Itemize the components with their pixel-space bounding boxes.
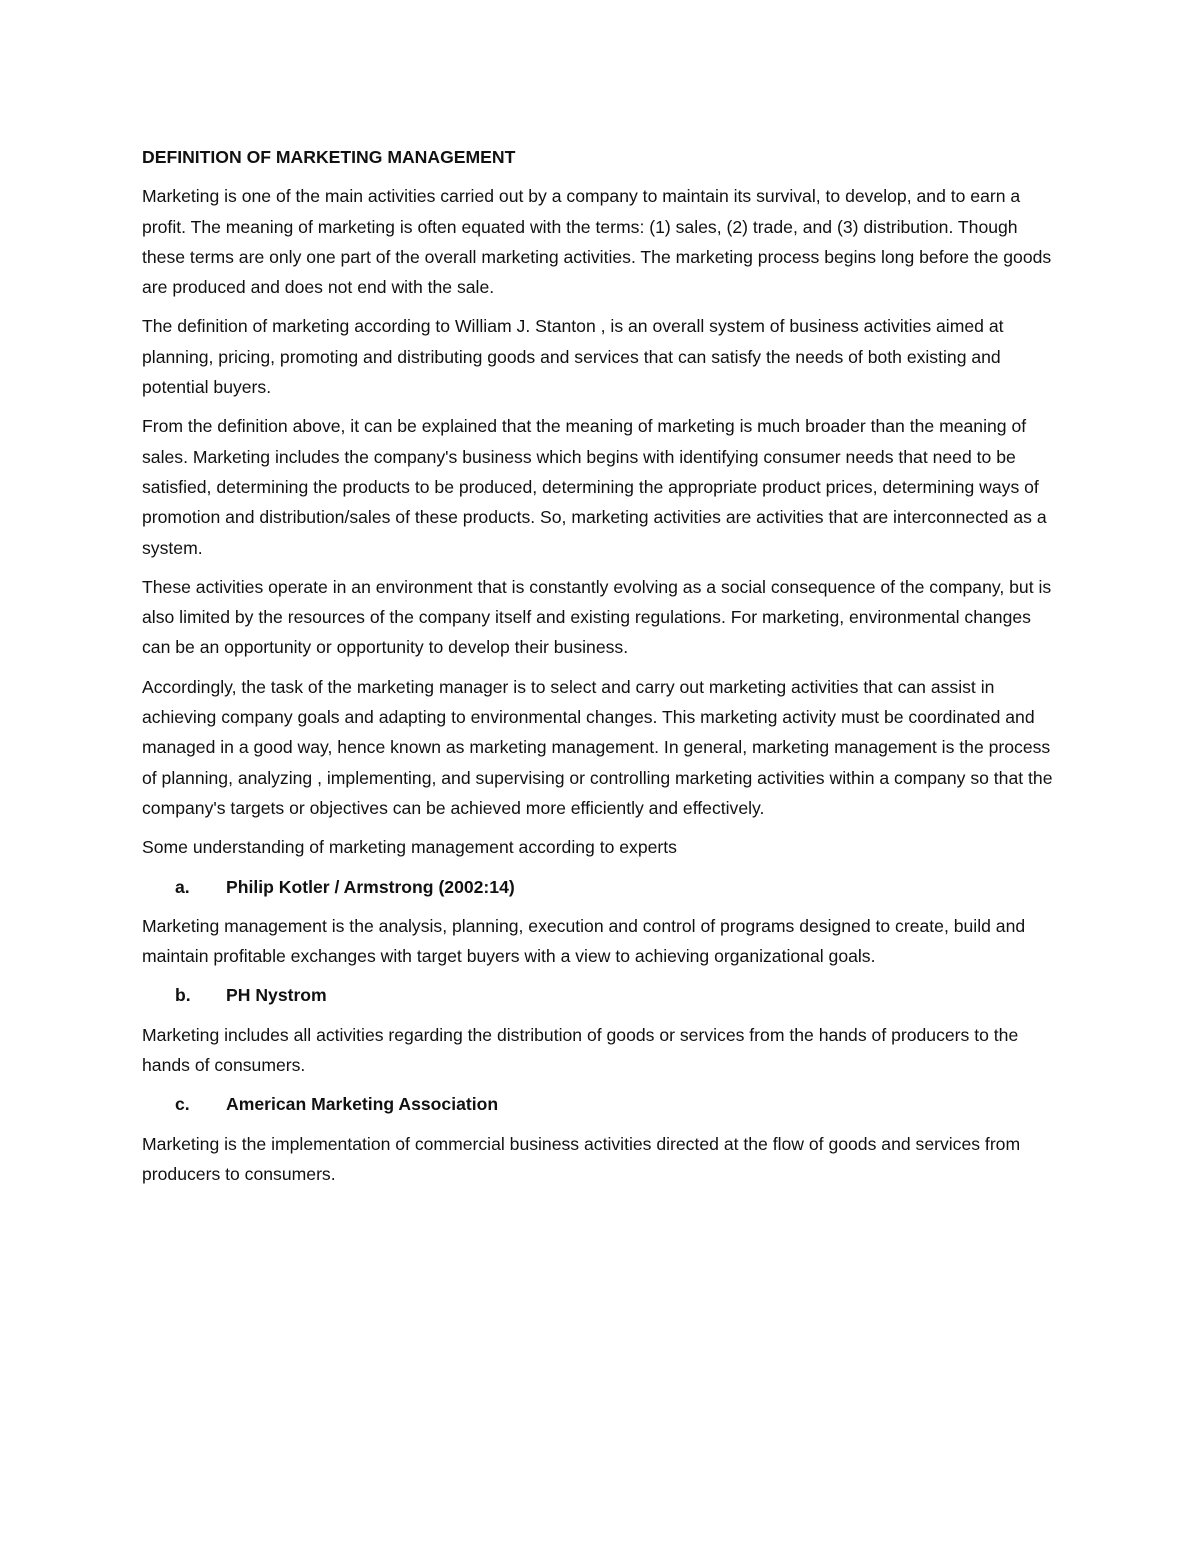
paragraph-manager-task: Accordingly, the task of the marketing manager is to select and carry out marketing activities that can assist in achieving company goals and adapting to environmental changes. This marketing activity must be coordinated and managed in a good way, hence known as marketing management. In general, marketing management is the process of planning, analyzing , implementing, and supervising or controlling marketing activities within a company so that the company's targets or objectives can be achieved more efficiently and effectively. — [142, 676, 1053, 818]
expert-name: Philip Kotler / Armstrong (2002:14) — [226, 876, 515, 897]
expert-name: American Marketing Association — [226, 1094, 499, 1115]
list-marker: c. — [175, 1094, 190, 1115]
expert-definition-ama: Marketing is the implementation of commercial business activities directed at the flow of goods and services from producers to consumers. — [142, 1133, 1021, 1184]
paragraph-experts-intro: Some understanding of marketing management according to experts — [142, 837, 677, 858]
expert-definition-kotler: Marketing management is the analysis, planning, execution and control of programs designed to create, build and maintain profitable exchanges with target buyers with a view to achieving organizational goals. — [142, 915, 1026, 967]
document-heading: DEFINITION OF MARKETING MANAGEMENT — [142, 147, 516, 167]
expert-name: PH Nystrom — [226, 985, 327, 1006]
expert-heading-ama — [142, 1089, 1062, 1119]
expert-heading-nystrom — [142, 980, 1062, 1010]
expert-definition-nystrom: Marketing includes all activities regarding the distribution of goods or services from the hands of producers to the hands of consumers. — [142, 1024, 1019, 1076]
paragraph-intro: Marketing is one of the main activities carried out by a company to maintain its survival, to develop, and to earn a profit. The meaning of marketing is often equated with the terms: (1) sales, (2) trade, and (3) distribution. Though these terms are only one part of the overall marketing activities. The marketing process begins long before the goods are produced and does not end with the sale. — [142, 186, 1052, 298]
paragraph-environment: These activities operate in an environment that is constantly evolving as a social consequence of the company, but is also limited by the resources of the company itself and existing regulations. For marketing, environmental changes can be an opportunity or opportunity to develop their business. — [142, 576, 1052, 658]
expert-heading-kotler — [142, 872, 1062, 902]
list-marker: a. — [175, 876, 190, 897]
paragraph-stanton-definition: The definition of marketing according to William J. Stanton , is an overall system of business activities aimed at planning, pricing, promoting and distributing goods and services that can satisfy the needs of both existing and potential buyers. — [142, 316, 1004, 398]
document-body — [142, 142, 1062, 1198]
list-marker: b. — [175, 985, 191, 1006]
paragraph-broader-meaning: From the definition above, it can be explained that the meaning of marketing is much broader than the meaning of sales. Marketing includes the company's business which begins with identifying consumer needs that need to be satisfied, determining the products to be produced, determining the appropriate product prices, determining ways of promotion and distribution/sales of these products. So, marketing activities are activities that are interconnected as a system. — [142, 416, 1047, 558]
